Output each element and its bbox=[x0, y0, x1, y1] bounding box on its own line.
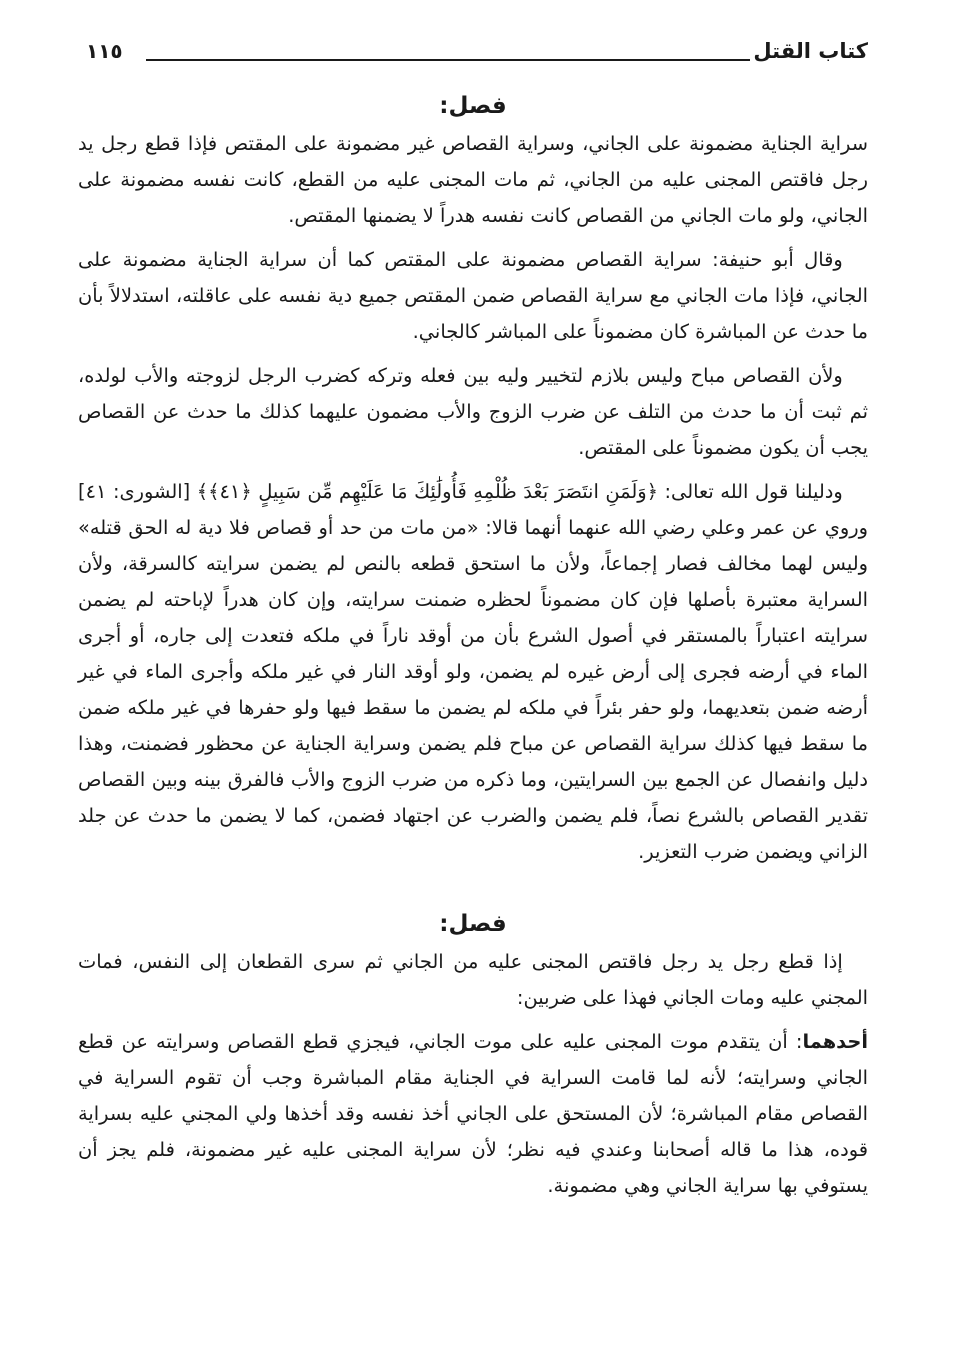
evidence-intro: ودليلنا قول الله تعالى: bbox=[657, 480, 843, 503]
paragraph bbox=[78, 1024, 868, 1204]
paragraph: ولأن القصاص مباح وليس بلازم لتخيير وليه بين فعله وتركه كضرب الرجل لزوجته والأب لولده، ثم ثبت أن ما حدث من التلف عن ضرب الزوج والأب مضمون عليهما كذلك ما حدث عن القصاص يجب أن يكون مضموناً على المقتص. bbox=[78, 364, 868, 459]
section-title: فصل: bbox=[439, 93, 507, 119]
section-title: فصل: bbox=[439, 911, 507, 937]
header-rule bbox=[146, 59, 750, 61]
evidence-text: [الشورى: ٤١] وروي عن عمر وعلي رضي الله عنهما أنهما قالا: «من مات من حد أو قصاص فلا دية له الحق قتله» وليس لهما مخالف فصار إجماعاً، ولأن ما استحق قطعه بالنص لم يضمن سرايته كالسرقة، ولأن السراية معتبرة بأصلها فإن كان مضموناً لحظره ضمنت سرايته، وإن كان هدراً لإباحته لم يضمن سرايته اعتباراً بالمستقر في أصول الشرع بأن من أوقد ناراً في ملكه فتعدت إلى جاره، أو أجرى الماء في أرضه فجرى إلى أرض غيره لم يضمن، ولو أوقد النار في غير ملكه وأجرى الماء في غير أرضه ضمن بتعديهما، ولو حفر بئراً في ملكه لم يضمن ما سقط فيها ولو حفرها في غير ملكه ضمن ما سقط فيها كذلك سراية القصاص عن مباح فلم يضمن وسراية الجناية عن محظور فضمنت، وهذا دليل وانفصال عن الجمع بين السرايتين، وما ذكره من ضرب الزوج والأب فالفرق بينه وبين القصاص تقدير القصاص بالشرع نصاً، فلم يضمن والضرب عن اجتهاد فضمن، كما لا يضمن ما حدث عن جلد الزاني ويضمن ضرب التعزير. bbox=[78, 480, 868, 863]
first-case-text: : أن يتقدم موت المجنى عليه على موت الجاني، فيجزي قطع القصاص وسرايته عن قطع الجاني وسرايته؛ لأنه لما قامت السراية في الجناية مقام المباشرة وجب أن تقوم السراية في القصاص مقام المباشرة؛ لأن المستحق على الجاني أخذ نفسه وقد أخذها ولي المجني عليه بسراية قوده، هذا ما قاله أصحابنا وعندي فيه نظر؛ لأن سراية المجنى عليه غير مضمونة، فلم يجز أن يستوفي بها سراية الجاني وهي مضمونة. bbox=[78, 1030, 868, 1197]
page-number: ١١٥ bbox=[86, 39, 123, 63]
paragraph: سراية الجناية مضمونة على الجاني، وسراية القصاص غير مضمونة على المقتص فإذا قطع رجل يد رجل فاقتص المجنى عليه من الجاني، ثم مات المجنى عليه من القطع، كانت نفسه مضمونة على الجاني، ولو مات الجاني من القصاص كانت نفسه هدراً لا يضمنها المقتص. bbox=[78, 132, 868, 227]
running-title: كتاب القتل bbox=[753, 39, 868, 63]
page-header bbox=[78, 28, 868, 68]
paragraph: إذا قطع رجل يد رجل فاقتص المجنى عليه من الجاني ثم سرى القطعان إلى النفس، فمات المجني عليه ومات الجاني فهذا على ضربين: bbox=[78, 950, 868, 1009]
evidence-paragraph bbox=[78, 474, 868, 870]
book-page bbox=[78, 28, 868, 1338]
paragraph: وقال أبو حنيفة: سراية القصاص مضمونة على المقتص كما أن سراية الجناية مضمونة على الجاني، فإذا مات الجاني مع سراية القصاص ضمن المقتص جميع دية نفسه على عاقلته، استدلالاً بأن ما حدث عن المباشرة كان مضموناً على المباشر كالجاني. bbox=[78, 248, 868, 343]
quran-verse: ﴿وَلَمَنِ انتَصَرَ بَعْدَ ظُلْمِهِ فَأُولَٰئِكَ مَا عَلَيْهِم مِّن سَبِيلٍ ﴿٤١﴾﴾ bbox=[196, 480, 658, 503]
first-case-lead: أحدهما bbox=[802, 1030, 868, 1053]
